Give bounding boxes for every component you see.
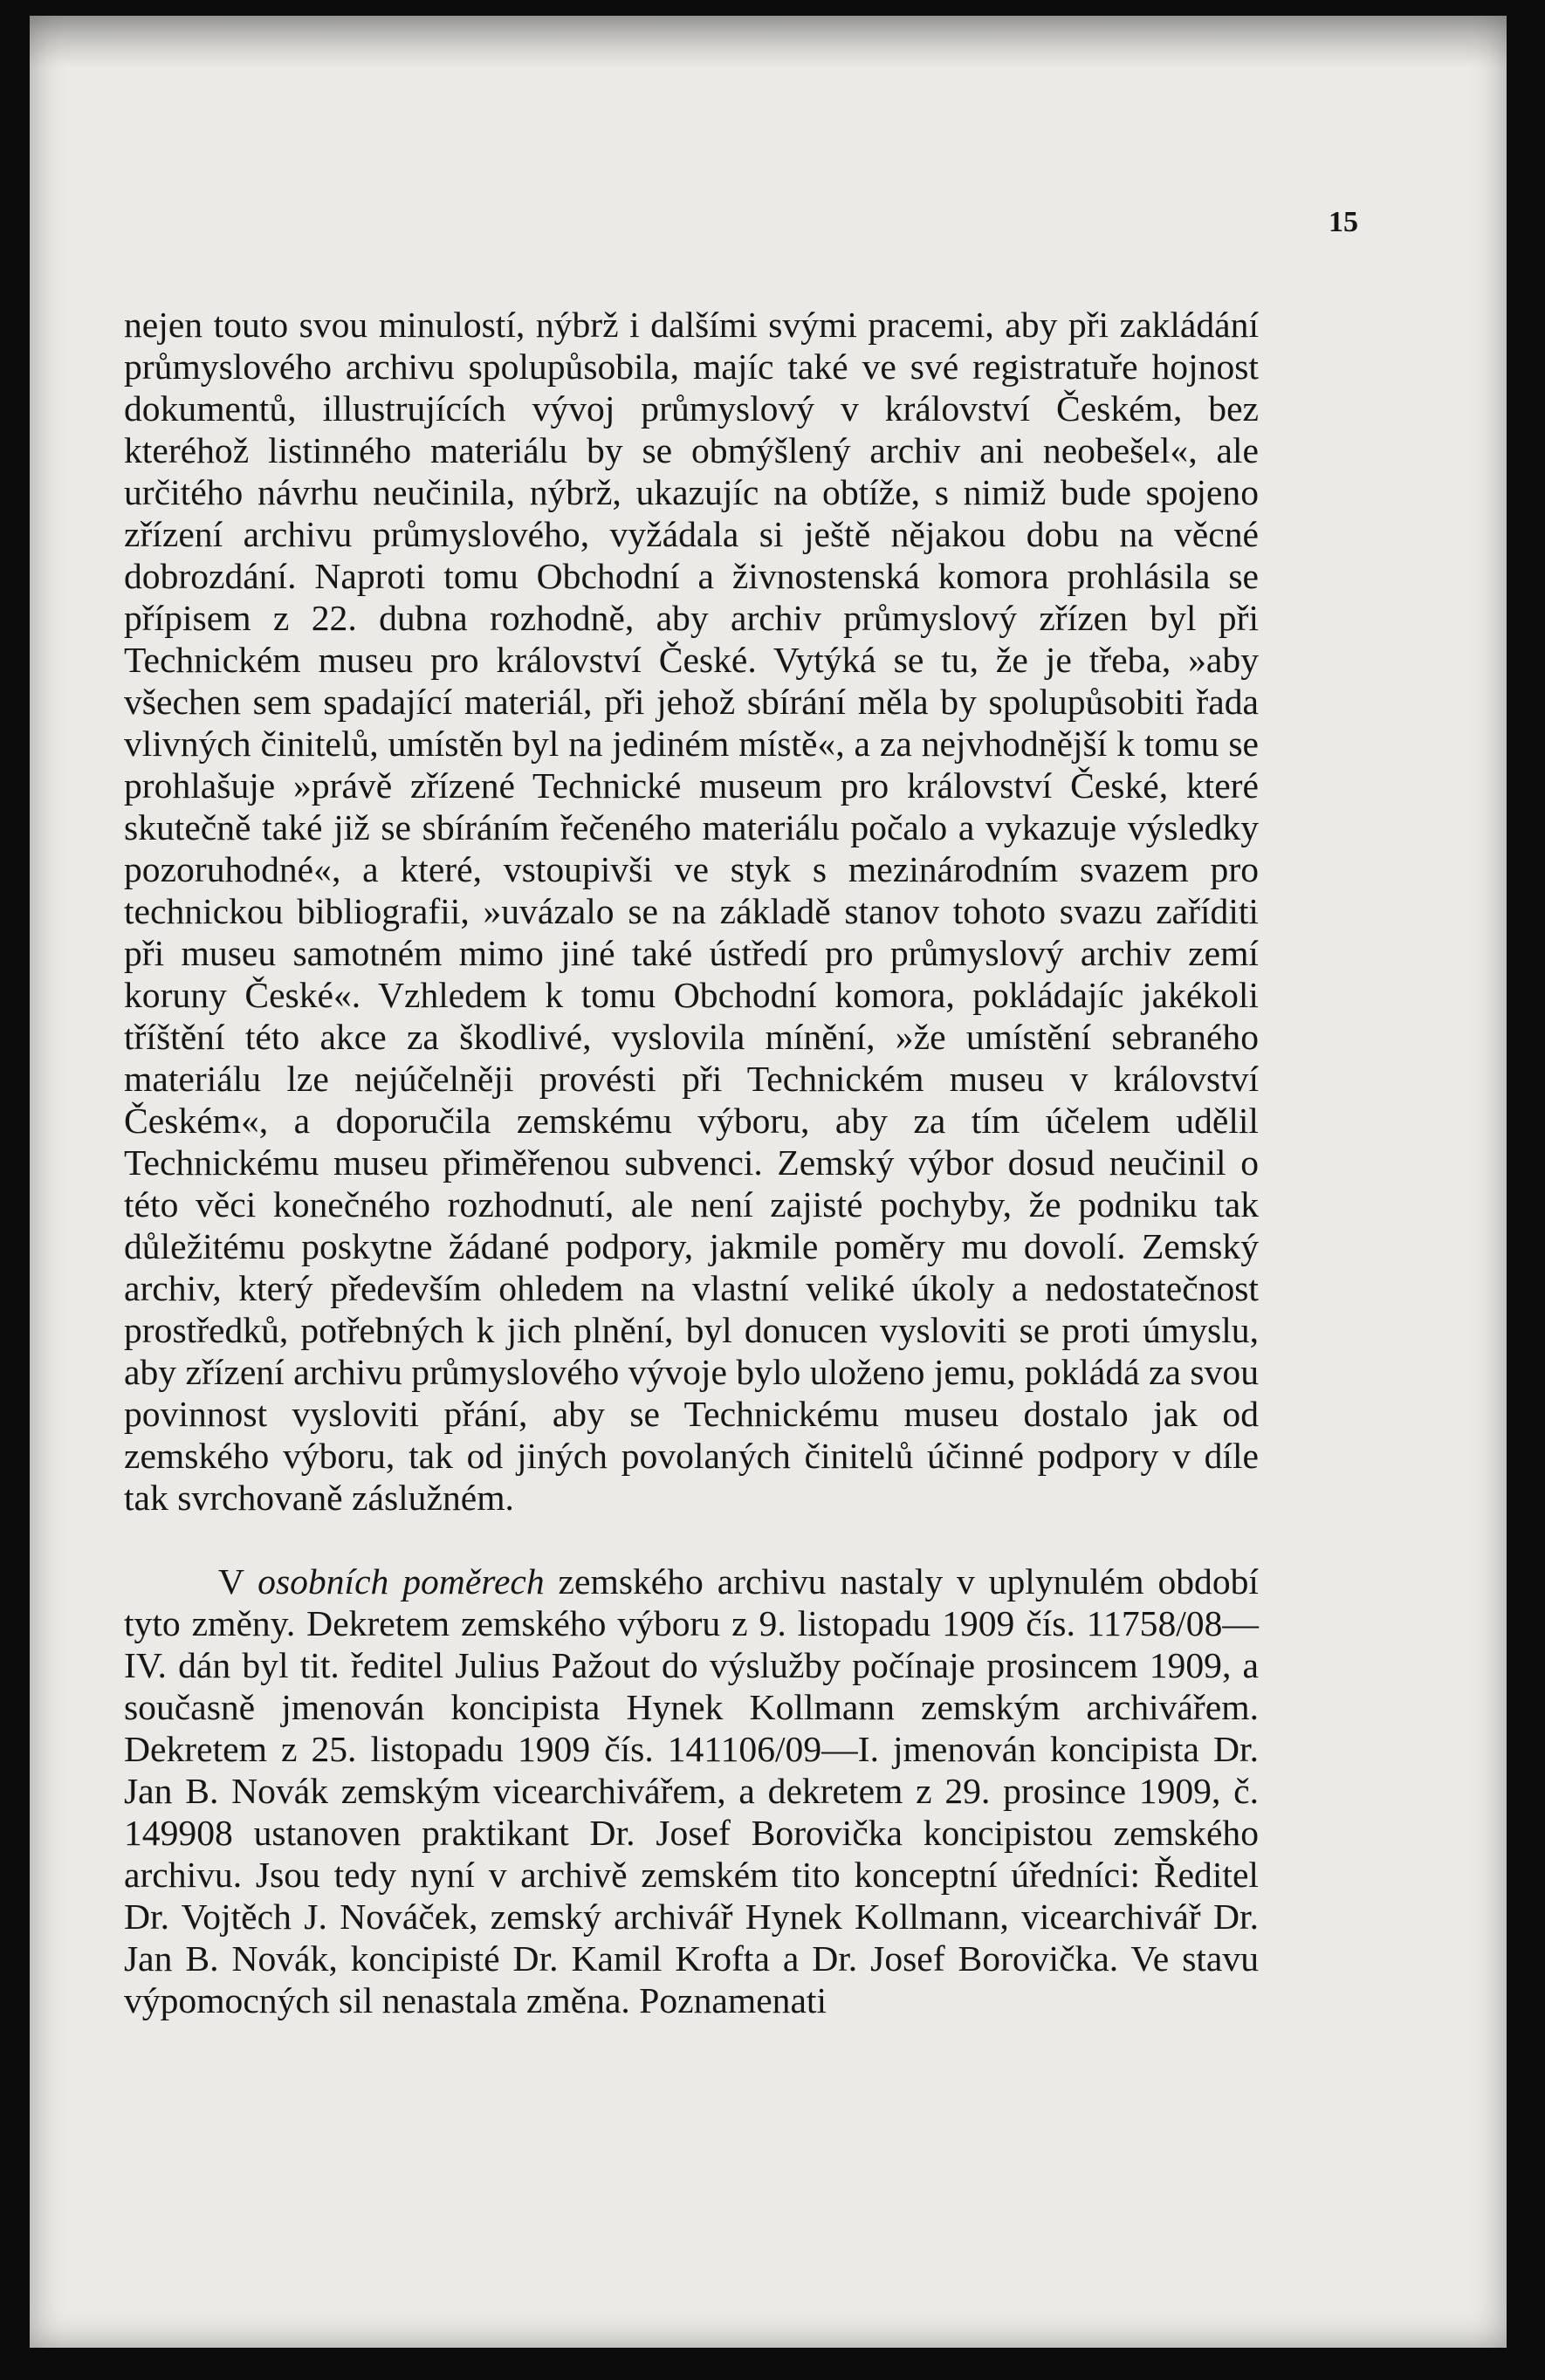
italic-phrase: osobních poměrech (258, 1561, 545, 1602)
paragraph-text: nejen touto svou minulostí, nýbrž i dalšími svými pracemi, aby při zakládání průmyslového archivu spolupůsobila, majíc také ve své registratuře hojnost dokumentů, illustrujících vývoj průmyslový v království Českém, bez kteréhož listinného materiálu by se obmýšlený archiv ani neobešel«, ale určitého návrhu neučinila, nýbrž, ukazujíc na obtíže, s nimiž bude spojeno zřízení archivu průmyslového, vyžádala si ještě nějakou dobu na věcné dobrozdání. Naproti tomu Obchodní a živnostenská komora prohlásila se přípisem z 22. dubna rozhodně, aby archiv průmyslový zřízen byl při Technickém museu pro království České. Vytýká se tu, že je třeba, »aby všechen sem spadající materiál, při jehož sbírání měla by spolupůsobiti řada vlivných činitelů, umístěn byl na jediném místě«, a za nejvhodnější k tomu se prohlašuje »právě zřízené Technické museum pro království České, které skutečně také již se sbíráním řečeného materiálu počalo a vykazuje výsledky pozoruhodné«, a které, vstoupivši ve styk s mezinárodním svazem pro technickou bibliografii, »uvázalo se na základě stanov tohoto svazu zaříditi při museu samotném mimo jiné také ústředí pro průmyslový archiv zemí koruny České«. Vzhledem k tomu Obchodní komora, pokládajíc jakékoli tříštění této akce za škodlivé, vyslovila mínění, »že umístění sebraného materiálu lze nejúčelněji provésti při Technickém museu v království Českém«, a doporučila zemskému výboru, aby za tím účelem udělil Technickému museu přiměřenou subvenci. Zemský výbor dosud neučinil o této věci konečného rozhodnutí, ale není zajisté pochyby, že podniku tak důležitému poskytne žádané podpory, jakmile poměry mu dovolí. Zemský archiv, který především ohledem na vlastní veliké úkoly a nedostatečnost prostředků, potřebných k jich plnění, byl donucen vysloviti se proti úmyslu, aby zřízení archivu průmyslového vývoje bylo uloženo jemu, pokládá za svou povinnost vysloviti přání, aby se Technickému museu dostalo jak od zemského výboru, tak od jiných povolaných činitelů účinné podpory v díle tak svrchovaně záslužném. (124, 305, 1259, 1518)
page-number: 15 (1329, 206, 1358, 238)
paragraph-personnel-changes (124, 1560, 1259, 2021)
paragraph-lead: V (218, 1561, 258, 1602)
paragraph-industrial-archive (124, 304, 1259, 1519)
book-page (30, 16, 1507, 2348)
paragraph-text: zemského archivu nastaly v uplynulém období tyto změny. Dekretem zemského výboru z 9. listopadu 1909 čís. 11758/08—IV. dán byl tit. ředitel Julius Pažout do výslužby počínaje prosincem 1909, a současně jmenován koncipista Hynek Kollmann zemským archivářem. Dekretem z 25. listopadu 1909 čís. 141106/09—I. jmenován koncipista Dr. Jan B. Novák zemským vicearchivářem, a dekretem z 29. prosince 1909, č. 149908 ustanoven praktikant Dr. Josef Borovička koncipistou zemského archivu. Jsou tedy nyní v archivě zemském tito konceptní úředníci: Ředitel Dr. Vojtěch J. Nováček, zemský archivář Hynek Kollmann, vicearchivář Dr. Jan B. Novák, koncipisté Dr. Kamil Krofta a Dr. Josef Borovička. Ve stavu výpomocných sil nenastala změna. Poznamenati (124, 1561, 1259, 2020)
body-text (124, 304, 1259, 2021)
